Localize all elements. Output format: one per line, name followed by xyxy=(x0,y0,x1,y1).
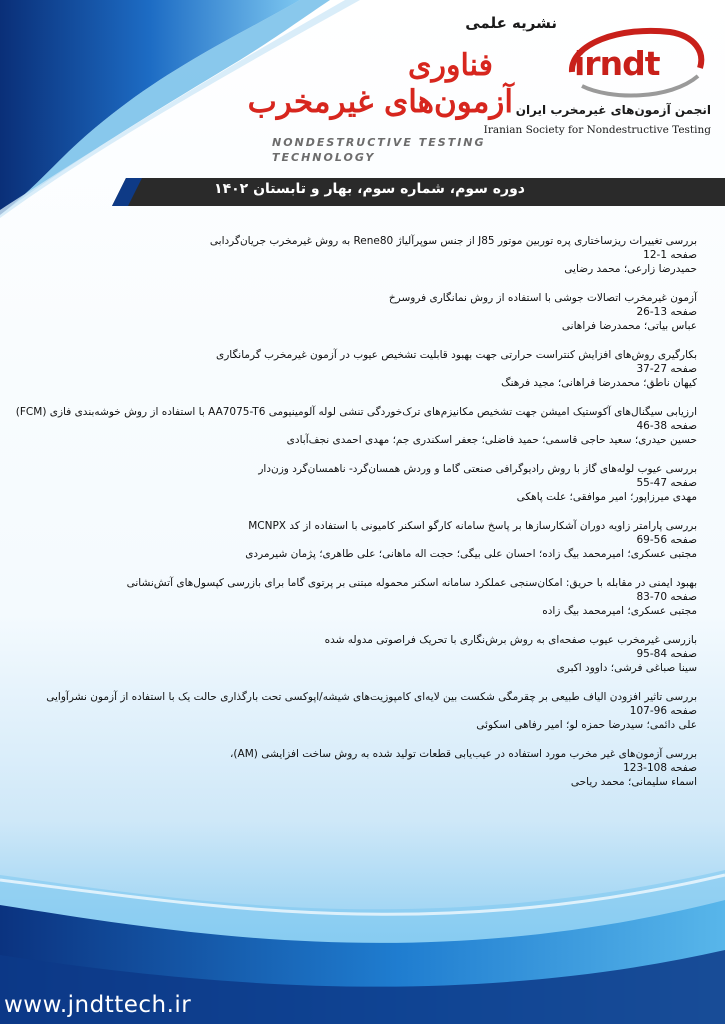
article-title[interactable]: بررسی تغییرات ریزساختاری پره توربین موتور J85 از جنس سوپرآلیاژ Rene80 به روش غیرمخرب جریان‌گردابی xyxy=(209,235,697,247)
article-entry[interactable] xyxy=(15,405,697,462)
article-entry[interactable] xyxy=(37,291,697,348)
website-url[interactable]: www.jndttech.ir xyxy=(4,992,192,1018)
english-title-line2: TECHNOLOGY xyxy=(272,151,376,164)
article-authors: مجتبی عسکری؛ امیرمحمد بیگ زاده xyxy=(542,605,697,617)
article-entry[interactable] xyxy=(37,747,697,804)
article-authors: مجتبی عسکری؛ امیرمحمد بیگ زاده؛ احسان علی بیگی؛ حجت اله ماهانی؛ علی طاهری؛ پژمان شیرمردی xyxy=(245,548,697,560)
article-pages: صفحه 70-83 xyxy=(636,591,697,603)
article-authors: حمیدرضا زارعی؛ محمد رضایی xyxy=(564,263,697,275)
article-pages: صفحه 27-37 xyxy=(636,363,697,375)
article-entry[interactable] xyxy=(37,690,697,747)
article-pages: صفحه 84-95 xyxy=(636,648,697,660)
article-title[interactable]: بازرسی غیرمخرب عیوب صفحه‌ای به روش برش‌نگاری با تحریک فراصوتی مدوله شده xyxy=(324,634,697,646)
issue-info: دوره سوم، شماره سوم، بهار و تابستان ۱۴۰۲ xyxy=(214,181,525,197)
article-pages: صفحه 47-55 xyxy=(636,477,697,489)
article-pages: صفحه 108-123 xyxy=(623,762,697,774)
article-authors: مهدی میرزاپور؛ امیر موافقی؛ علت پاهکی xyxy=(516,491,697,503)
article-authors: سینا صباغی فرشی؛ داوود اکبری xyxy=(556,662,697,674)
article-title[interactable]: آزمون غیرمخرب اتصالات جوشی با استفاده از روش نمانگاری فروسرخ xyxy=(388,292,697,304)
article-entry[interactable] xyxy=(37,234,697,291)
article-pages: صفحه 56-69 xyxy=(636,534,697,546)
article-authors: اسماء سلیمانی؛ محمد ریاحی xyxy=(570,776,697,788)
article-title[interactable]: ارزیابی سیگنال‌های آکوستیک امیشن جهت تشخیص مکانیزم‌های ترک‌خوردگی تنشی لوله آلومینیومی AA7075-T6 با استفاده از روش خوشه‌بندی فازی (FCM) xyxy=(15,406,697,418)
article-authors: علی دائمی؛ سیدرضا حمزه لو؛ امیر رفاهی اسکوئی xyxy=(476,719,697,731)
journal-title-line1: فناوری xyxy=(408,48,493,83)
article-title[interactable]: بررسی تاثیر افزودن الیاف طبیعی بر چقرمگی شکست بین لایه‌ای کامپوزیت‌های شیشه/اپوکسی تحت بارگذاری حالت یک با استفاده از آزمون نشرآوایی xyxy=(46,691,697,703)
article-title[interactable]: بررسی عیوب لوله‌های گاز با روش رادیوگرافی صنعتی گاما و وردش همسان‌گرد- ناهمسان‌گرد وزن‌دار xyxy=(258,463,697,475)
article-authors: عباس بیاتی؛ محمدرضا فراهانی xyxy=(561,320,697,332)
journal-type-label: نشریه علمی xyxy=(465,14,557,32)
article-title[interactable]: بکارگیری روش‌های افزایش کنتراست حرارتی جهت بهبود قابلیت تشخیص عیوب در آزمون غیرمخرب گرمانگاری xyxy=(216,349,697,361)
journal-title-line2: آزمون‌های غیرمخرب xyxy=(247,84,513,120)
article-pages: صفحه 96-107 xyxy=(629,705,697,717)
article-entry[interactable] xyxy=(37,462,697,519)
article-title[interactable]: بهبود ایمنی در مقابله با حریق: امکان‌سنجی عملکرد سامانه اسکنر محموله مبتنی بر پرتوی گاما برای بازرسی کپسول‌های آتش‌نشانی xyxy=(126,577,697,589)
article-pages: صفحه 13-26 xyxy=(636,306,697,318)
article-pages: صفحه 1-12 xyxy=(643,249,697,261)
article-entry[interactable] xyxy=(37,348,697,405)
english-title-line1: NONDESTRUCTIVE TESTING xyxy=(272,136,486,149)
article-title[interactable]: بررسی پارامتر زاویه دوران آشکارسازها بر پاسخ سامانه کارگو اسکنر کامیونی با استفاده از کد MCNPX xyxy=(248,520,697,532)
article-authors: کیهان ناطق؛ محمدرضا فراهانی؛ مجید فرهنگ xyxy=(501,377,697,389)
table-of-contents xyxy=(15,234,697,804)
article-pages: صفحه 38-46 xyxy=(636,420,697,432)
article-authors: حسین حیدری؛ سعید حاجی قاسمی؛ حمید فاضلی؛ جعفر اسکندری جم؛ مهدی احمدی نجف‌آبادی xyxy=(286,434,697,446)
logo-text: irndt xyxy=(574,44,660,83)
society-name-en: Iranian Society for Nondestructive Testing xyxy=(483,124,711,136)
article-entry[interactable] xyxy=(37,519,697,576)
article-entry[interactable] xyxy=(37,633,697,690)
society-name-fa: انجمن آزمون‌های غیرمخرب ایران xyxy=(515,103,711,117)
article-entry[interactable] xyxy=(37,576,697,633)
article-title[interactable]: بررسی آزمون‌های غیر مخرب مورد استفاده در عیب‌یابی قطعات تولید شده به روش ساخت افزایشی (AM)، xyxy=(230,748,697,760)
